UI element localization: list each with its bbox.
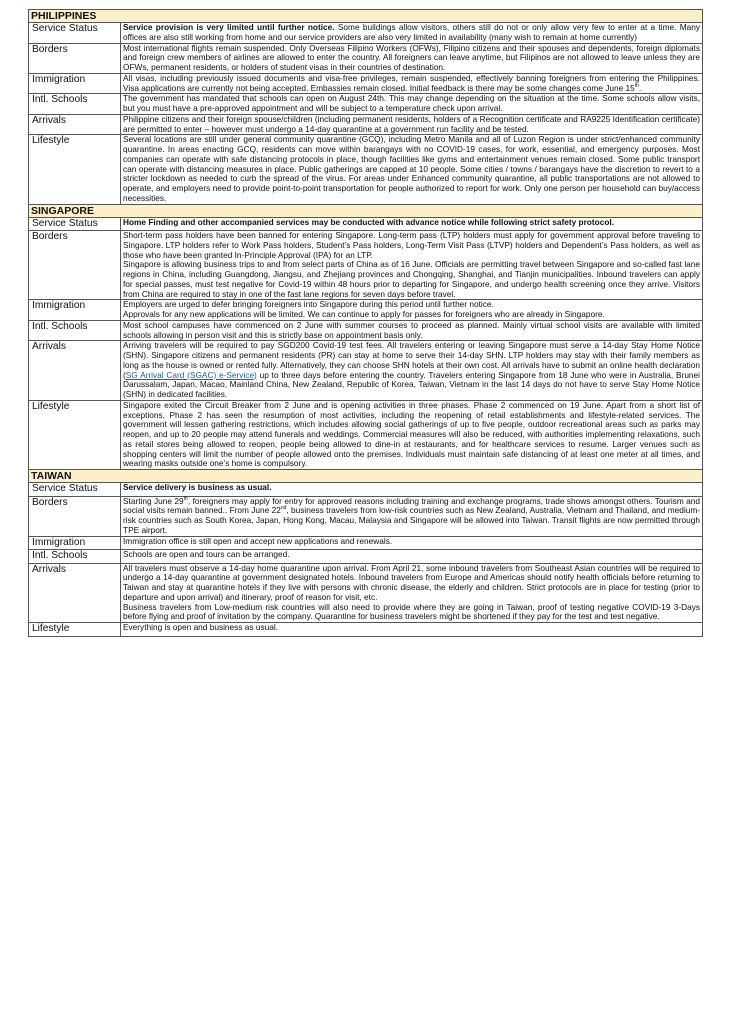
row-content bbox=[121, 73, 703, 94]
row-label: Lifestyle bbox=[29, 400, 121, 469]
row-label: Borders bbox=[29, 496, 121, 536]
row-content: Schools are open and tours can be arranged. bbox=[121, 550, 703, 564]
row-arrivals bbox=[29, 114, 703, 135]
row-label: Immigration bbox=[29, 536, 121, 550]
row-borders bbox=[29, 496, 703, 536]
row-content: Several locations are still under general community quarantine (GCQ), including Metro Manila and all of Luzon Region is under strict/enhanced community quarantine. In areas enacting GCQ, residents can move within barangays with no COVID-19 cases, for work, essential, and emergency purposes. Most companies can operate with safe distancing protocols in place, though facilities like gyms and entertainment venues remain closed. Some public transport can operate with distancing measures in place. Public gatherings are capped at 10 people. Some cities / towns / barangays have the discretion to revert to a stricter lockdown as needed to curb the spread of the virus. For areas under Enhanced community quarantine, all public transportations are not allowed to operate, and employers need to provide point-to-point transportation for people authorized to report for work. Only one person per household can buy/access necessities. bbox=[121, 135, 703, 204]
row-content bbox=[121, 496, 703, 536]
row-label: Arrivals bbox=[29, 114, 121, 135]
row-arrivals bbox=[29, 563, 703, 623]
row-content: Singapore exited the Circuit Breaker from 2 June and is opening activities in three phases. Phase 2 commenced on 19 June. Apart from a short list of exceptions, Phase 2 has seen the resumption of most activities, including the reopening of retail establishments and lifestyle-related services. The government will lessen gathering restrictions, which includes allowing social gatherings of up to five people, outdoor recreational areas such as parks may reopen, and up to 20 people may attend funerals and weddings. Commercial measures will also be reduced, with authorities implementing relaxations, such as retail stores being allowed to reopen, people being allowed to dine-in at restaurants, and for healthcare services to resume. Larger venues such as shopping centers will limit the number of people allowed onto the premises. Individuals must maintain safe distancing of at least one meter at all times, and wearing masks outside one’s home is compulsory. bbox=[121, 400, 703, 469]
row-label: Immigration bbox=[29, 300, 121, 321]
ordinal-suffix: nd bbox=[280, 505, 287, 512]
borders-text: , foreigners may apply for entry for approved reasons including training and exchange programs, trade shows amongst others. Tourism and social visits remain banned.. From June 22 bbox=[123, 495, 701, 516]
row-content bbox=[121, 300, 703, 321]
row-immigration bbox=[29, 73, 703, 94]
country-header-singapore bbox=[29, 204, 703, 217]
row-lifestyle bbox=[29, 400, 703, 469]
service-status-text: Some buildings allow visitors, others still do not or only allow very few to enter at a time. Many offices are also still working from home and our service providers are also very limited in availability (many wish to remain at home currently) bbox=[123, 22, 701, 42]
country-header-philippines bbox=[29, 10, 703, 23]
row-label: Arrivals bbox=[29, 341, 121, 401]
row-label: Intl. Schools bbox=[29, 320, 121, 341]
row-label: Service Status bbox=[29, 23, 121, 44]
row-content bbox=[121, 217, 703, 231]
country-name: PHILIPPINES bbox=[29, 10, 703, 23]
arrivals-text-end: up to three days before entering the country. Travelers entering Singapore from 18 June who were in Australia, Brunei Darussalam, Japan, Macao, Mainland China, New Zealand, Republic of Korea, Taiwan, Vietnam in the last 14 days do not have to serve Stay Home Notice (SHN) in dedicated facilities. bbox=[123, 369, 701, 399]
paragraph: All travelers must observe a 14-day home quarantine upon arrival. From April 21, some inbound travelers from Southeast Asian countries will be required to undergo a 14-day quarantine at government designated hotels. Inbound travelers from Europe and Americas should notify health officials before returning to Taiwan and stay at quarantine hotels if they live with persons with chronic disease, the elderly and children. Strict protocols are in place for testing (prior to departure and upon arrival) and itinerary, proof of reason for visit, etc. bbox=[123, 562, 701, 602]
service-status-emphasis: Home Finding and other accompanied services may be conducted with advance notice while following strict safety protocol. bbox=[123, 216, 614, 227]
row-label: Lifestyle bbox=[29, 135, 121, 204]
row-service-status bbox=[29, 217, 703, 231]
row-content: Most international flights remain suspended. Only Overseas Filipino Workers (OFWs), Filipino citizens and their spouses and dependents, foreign diplomats and foreign crew members of airlines are allowed to enter the country. All foreigners can leave anytime, but Filipinos are not allowed to leave unless they are OFWs, permanent residents, or holders of student visas in their countries of destination. bbox=[121, 43, 703, 73]
country-status-table bbox=[28, 9, 703, 637]
row-label: Service Status bbox=[29, 217, 121, 231]
country-status-document bbox=[28, 9, 702, 637]
row-content bbox=[121, 563, 703, 623]
paragraph: Singapore is allowing business trips to and from select parts of China as of 16 June. Officials are permitting travel between Singapore and so-called fast lane regions in China, including Guangdong, Jiangsu, and Zhejiang provinces and Chongqing, Shanghai, and Tianjin municipalities. Inbound travelers can apply for special passes, must test negative for Covid-19 within 48 hours prior to departing for Singapore, and undergo health screening once they arrive. Visitors from China are required to stay in one of the fast lane regions for seven days before travel. bbox=[123, 259, 701, 299]
row-intl-schools bbox=[29, 550, 703, 564]
borders-text: , business travelers from low-risk countries such as New Zealand, Australia, Vietnam and Thailand, and medium-risk countries such as South Korea, Japan, Hong Kong, Macau, Malaysia and Singapore will be allowed into Taiwan. Transit flights are now permitted through TPE airport. bbox=[123, 505, 701, 535]
paragraph: Employers are urged to defer bringing foreigners into Singapore during this period until further notice. bbox=[123, 299, 494, 310]
row-intl-schools bbox=[29, 94, 703, 115]
country-name: TAIWAN bbox=[29, 470, 703, 483]
ordinal-suffix: th bbox=[634, 82, 639, 89]
row-content bbox=[121, 23, 703, 44]
row-content: Immigration office is still open and accept new applications and renewals. bbox=[121, 536, 703, 550]
row-content bbox=[121, 483, 703, 497]
row-label: Borders bbox=[29, 231, 121, 300]
row-content bbox=[121, 231, 703, 300]
row-immigration bbox=[29, 536, 703, 550]
country-header-taiwan bbox=[29, 470, 703, 483]
row-content: Philippine citizens and their foreign spouse/children (including permanent residents, holders of a Recognition certificate and RA9225 Identification certificate) are permitted to enter – however must undergo a 14-day quarantine at a government run facility and be tested. bbox=[121, 114, 703, 135]
immigration-text: All visas, including previously issued documents and visa-free privileges, remain suspended, effectively banning foreigners from entering the Philippines. Visa applications are currently not being accepted. Embassies remain closed. Initial feedback is there may be some changes come June 15 bbox=[123, 72, 701, 93]
row-content: Everything is open and business as usual. bbox=[121, 623, 703, 637]
row-label: Immigration bbox=[29, 73, 121, 94]
paragraph: Approvals for any new applications will be limited. We can continue to apply for passes for foreigners who are already in Singapore. bbox=[123, 309, 605, 319]
row-content bbox=[121, 341, 703, 401]
row-label: Borders bbox=[29, 43, 121, 73]
sg-arrival-card-link[interactable]: SG Arrival Card (SGAC) e-Service) bbox=[125, 369, 257, 380]
immigration-text-end: . bbox=[638, 82, 642, 93]
row-arrivals bbox=[29, 341, 703, 401]
ordinal-suffix: th bbox=[183, 495, 188, 502]
paragraph: Business travelers from Low-medium risk countries will also need to provide where they are going in Taiwan, proof of testing negative COVID-19 3-Days before flying and proof of invitation by the company. Quarantine for business travelers might be shortened if they pay for the test and test negative. bbox=[123, 601, 701, 622]
row-label: Lifestyle bbox=[29, 623, 121, 637]
row-content: The government has mandated that schools can open on August 24th. This may change depending on the situation at the time. Some schools allow visits, but you must have a pre-approved appointment and will be subject to a temperature check upon arrival. bbox=[121, 94, 703, 115]
row-immigration bbox=[29, 300, 703, 321]
row-label: Arrivals bbox=[29, 563, 121, 623]
row-lifestyle bbox=[29, 623, 703, 637]
country-name: SINGAPORE bbox=[29, 204, 703, 217]
borders-text: Starting June 29 bbox=[123, 495, 184, 506]
arrivals-text: Arriving travelers will be required to pay SGD200 Covid-19 test fees. All travelers entering or leaving Singapore must serve a 14-day Stay Home Notice (SHN). Singapore citizens and permanent residents (PR) can stay at home to serve their 14-day SHN. LTP holders may stay with their family members as long as the house is owned or rented fully. Alternatively, they can choose SHN hotels at their own cost. All arrivals have to submit an online health declaration ( bbox=[123, 340, 701, 380]
service-status-emphasis: Service provision is very limited until further notice. bbox=[123, 22, 335, 32]
row-service-status bbox=[29, 483, 703, 497]
service-status-emphasis: Service delivery is business as usual. bbox=[123, 482, 272, 492]
row-service-status bbox=[29, 23, 703, 44]
row-label: Intl. Schools bbox=[29, 94, 121, 115]
row-borders bbox=[29, 43, 703, 73]
row-content: Most school campuses have commenced on 2 June with summer courses to proceed as planned. Mainly virtual school visits are available with limited schools allowing in person visit and this is strictly base on appointment basis only. bbox=[121, 320, 703, 341]
row-borders bbox=[29, 231, 703, 300]
paragraph: Short-term pass holders have been banned for entering Singapore. Long-term pass (LTP) holders must apply for government approval before traveling to Singapore. LTP holders refer to Work Pass holders, Student’s Pass holders, Long-Term Visit Pass (LTVP) holders and Dependent’s Pass holders, as well as those who have been granted In-Principle Approval (IPA) for an LTP. bbox=[123, 230, 701, 260]
row-intl-schools bbox=[29, 320, 703, 341]
row-label: Service Status bbox=[29, 483, 121, 497]
row-lifestyle bbox=[29, 135, 703, 204]
row-label: Intl. Schools bbox=[29, 550, 121, 564]
